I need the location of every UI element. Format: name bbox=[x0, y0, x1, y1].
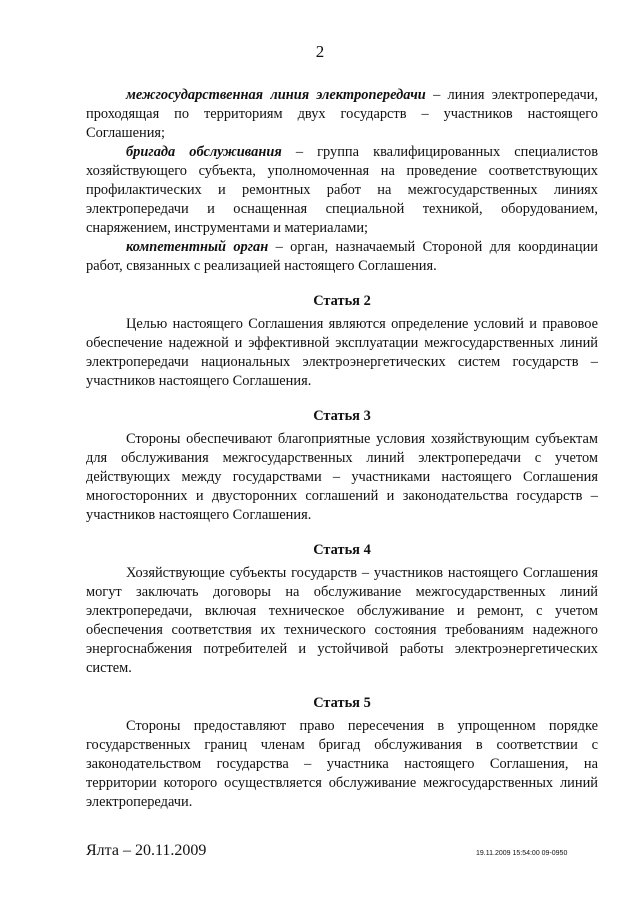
article-text: Стороны предоставляют право пересечения в упрощенном порядке государственных границ членам бригад обслуживания в соответствии с законодательством государства – участника настоящего Соглашения, на территории которого осуществляется обслуживание межгосударственных линий электропередачи. bbox=[86, 718, 598, 810]
definition-paragraph bbox=[86, 238, 598, 276]
article-4 bbox=[86, 541, 598, 678]
article-title: Статья 3 bbox=[313, 408, 371, 424]
article-text: Стороны обеспечивают благоприятные условия хозяйствующим субъектам для обслуживания межгосударственных линий электропередачи с учетом действующих между государствами – участниками настоящего Соглашения многосторонних и двусторонних соглашений и законодательства государств – участников настоящего Соглашения. bbox=[86, 431, 598, 523]
definition-text: – линия электропередачи, проходящая по территориям двух государств – участников настоящего Соглашения; bbox=[86, 87, 598, 141]
article-2 bbox=[86, 292, 598, 391]
footer-stamp: 19.11.2009 15:54:00 09-0950 bbox=[476, 850, 568, 857]
footer-place-date: Ялта – 20.11.2009 bbox=[86, 842, 207, 859]
definition-text: – орган, назначаемый Стороной для координации работ, связанных с реализацией настоящего Соглашения. bbox=[86, 239, 598, 274]
article-3 bbox=[86, 407, 598, 525]
page-number: 2 bbox=[315, 42, 325, 61]
definition-text: – группа квалифицированных специалистов хозяйствующего субъекта, уполномоченная на проведение соответствующих профилактических и ремонтных работ на межгосударственных линиях электропередачи и оснащенная специальной техникой, оборудованием, снаряжением, инструментами и материалами; bbox=[86, 144, 598, 236]
definition-paragraph bbox=[86, 143, 598, 238]
article-5 bbox=[86, 694, 598, 812]
definition-term: компетентный орган bbox=[126, 239, 269, 255]
definition-paragraph bbox=[86, 86, 598, 143]
article-title: Статья 5 bbox=[313, 695, 371, 711]
article-text: Целью настоящего Соглашения являются определение условий и правовое обеспечение надежной и эффективной эксплуатации межгосударственных линий электропередачи национальных электроэнергетических систем государств – участников настоящего Соглашения. bbox=[86, 316, 598, 389]
article-text: Хозяйствующие субъекты государств – участников настоящего Соглашения могут заключать договоры на обслуживание межгосударственных линий электропередачи, включая техническое обслуживание и ремонт, с учетом обеспечения соответствия их технического состояния требованиям надежного энергоснабжения потребителей и устойчивой работы электроэнергетических систем. bbox=[86, 565, 598, 676]
definition-term: межгосударственная линия электропередачи bbox=[126, 87, 426, 103]
article-title: Статья 4 bbox=[313, 542, 371, 558]
document-body bbox=[86, 86, 598, 812]
article-title: Статья 2 bbox=[313, 293, 371, 309]
definition-term: бригада обслуживания bbox=[126, 144, 282, 160]
